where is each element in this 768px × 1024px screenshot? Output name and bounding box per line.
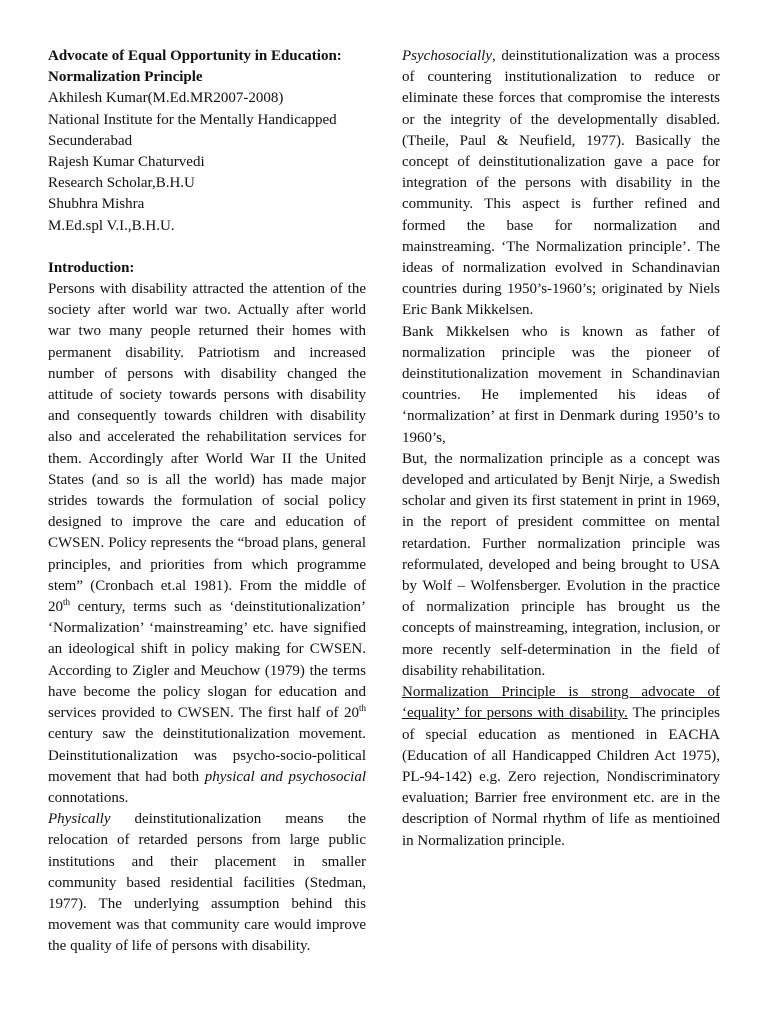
left-column — [48, 46, 366, 958]
paragraph: Physically deinstitutionalization means the relocation of retarded persons from large public institutions and their placement in smaller community based residential facilities (Stedman, 1977). The underlying assumption behind this movement was that community care would improve the quality of life of persons with disability. — [48, 811, 366, 955]
author-line: Rajesh Kumar Chaturvedi — [48, 154, 205, 171]
paragraph: Persons with disability attracted the attention of the society after world war two. Actually after world war two many people returned their homes with permanent disability. Patriotism and increased number of persons with disability changed the attitude of society towards persons with disability and consequently towards children with disability also and accelerated the rehabilitation services for them. Accordingly after World War II the United States (and so is all the world) has made major strides towards the formulation of social policy designed to improve the care and education of CWSEN. Policy represents the “broad plans, general principles, and priorities from which programme stem” (Cronbach et.al 1981). From the middle of 20th century, terms such as ‘deinstitutionalization’ ‘Normalization’ ‘mainstreaming’ etc. have signified an ideological shift in policy making for CWSEN. According to Zigler and Meuchow (1979) the terms have become the policy slogan for education and services provided to CWSEN. The first half of 20th century saw the deinstitutionalization movement. Deinstitutionalization was psycho-socio-political movement that had both physical and psychosocial connotations. — [48, 281, 366, 806]
section-heading: Introduction: — [48, 259, 135, 276]
author-line: Shubhra Mishra — [48, 196, 145, 213]
author-line: Secunderabad — [48, 132, 133, 149]
author-line: Akhilesh Kumar(M.Ed.MR2007-2008) — [48, 90, 284, 107]
paragraph: Bank Mikkelsen who is known as father of normalization principle was the pioneer of deinstitutionalization movement in Schandinavian countries. He implemented his ideas of ‘normalization’ at first in Denmark during 1950’s to 1960’s, — [402, 323, 720, 446]
title-block — [48, 46, 366, 237]
paper-title-line-1: Advocate of Equal Opportunity in Education: — [48, 48, 342, 64]
paragraph: Normalization Principle is strong advocate of ‘equality’ for persons with disability. The principles of special education as mentioned in EACHA (Education of all Handicapped Children Act 1975), PL-94-142) e.g. Zero rejection, Nondiscriminatory evaluation; Barrier free environment etc. are in the description of Normal rhythm of life as mentioined in Normalization principle. — [402, 684, 720, 849]
author-line: National Institute for the Mentally Handicapped — [48, 111, 337, 128]
paper-title-line-2: Normalization Principle — [48, 69, 203, 86]
author-line: M.Ed.spl V.I.,B.H.U. — [48, 217, 175, 234]
paragraph: But, the normalization principle as a concept was developed and articulated by Benjt Nirje, a Swedish scholar and given its first statement in print in 1969, in the report of president committee on mental retardation. Further normalization principle was reformulated, developed and being brought to USA by Wolf – Wolfensberger. Evolution in the practice of normalization principle has brought us the concepts of mainstreaming, integration, inclusion, or more recently self-determination in the field of disability rehabilitation. — [402, 450, 720, 679]
author-line: Research Scholar,B.H.U — [48, 175, 195, 192]
right-column — [402, 46, 720, 852]
underlined-statement: Normalization Principle is strong advocate of ‘equality’ for persons with disability. — [402, 684, 720, 722]
paragraph: Psychosocially, deinstitutionalization was a process of countering institutionalization to reduce or eliminate these forces that compromise the interests or the integrity of the developmentally disabled. (Theile, Paul & Neufield, 1977). Basically the concept of deinstitutionalization gave a pace for integration of the persons with disability in the community. This aspect is further refined and formed the base for normalization and mainstreaming. ‘The Normalization principle’. The ideas of normalization evolved in Schandinavian countries during 1950’s-1960’s; originated by Niels Eric Bank Mikkelsen. — [402, 48, 720, 319]
